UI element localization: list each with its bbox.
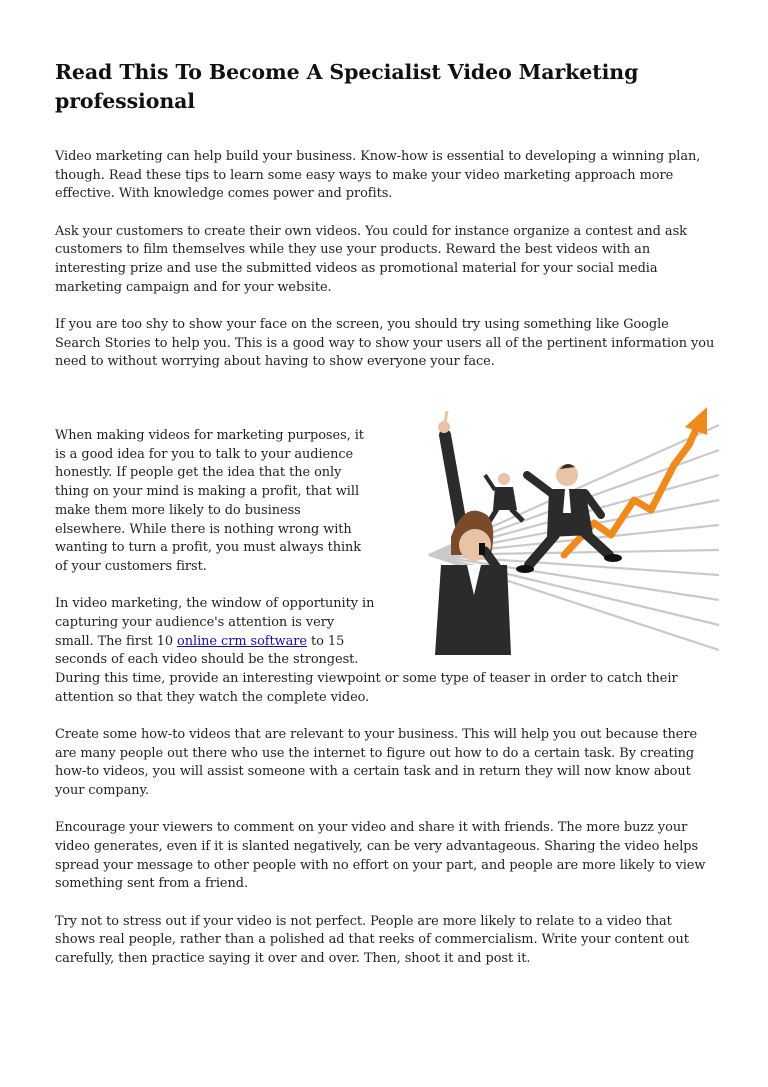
paragraph-7: Encourage your viewers to comment on your video and share it with friends. The more buzz your video generates, even if it is slanted negatively, can be very advantageous. Sharing the video helps spread your message to other people with no effort on your part, and people are more likely to view something sent from a friend. xyxy=(55,820,706,892)
paragraph-4: When making videos for marketing purposes, it is a good idea for you to talk to your audience honestly. If people get the idea that the only thing on your mind is making a profit, that will make them more likely to do business elsewhere. While there is nothing wrong with wanting to turn a profit, you must always think of your customers first. xyxy=(55,428,364,574)
businesswoman-figure xyxy=(435,411,511,655)
paragraph-5-text-after: to 15 seconds of each video should be the strongest. During this time, provide an interesting viewpoint or some type of teaser in order to catch their attention so that they watch the complete video. xyxy=(55,633,678,705)
paragraph-8: Try not to stress out if your video is not perfect. People are more likely to relate to a video that shows real people, rather than a polished ad that reeks of commercialism. Write your content out carefully, then practice saying it over and over. Then, shoot it and post it. xyxy=(55,913,689,966)
paragraph-2: Ask your customers to create their own videos. You could for instance organize a contest and ask customers to film themselves while they use your products. Reward the best videos with an interesting prize and use the submitted videos as promotional material for your social media marketing campaign and for your website. xyxy=(55,223,687,295)
paragraph-1: Video marketing can help build your business. Know-how is essential to developing a winning plan, though. Read these tips to learn some easy ways to make your video marketing approach more effective. With knowledge comes power and profits. xyxy=(55,149,701,202)
article-title: Read This To Become A Specialist Video Marketing professional xyxy=(55,60,639,113)
paragraph-5-text-before: In video marketing, the window of opportunity in capturing your audience's attention is very small. The first 10 xyxy=(55,596,375,649)
paragraph-6: Create some how-to videos that are relevant to your business. This will help you out because there are many people out there who use the internet to figure out how to do a certain task. By creating how-to videos, you will assist someone with a certain task and in return they will now know about your company. xyxy=(55,726,698,798)
illustration-svg xyxy=(389,405,727,667)
online-crm-software-link[interactable]: online crm software xyxy=(177,633,307,649)
article xyxy=(55,58,715,969)
paragraph-3: If you are too shy to show your face on the screen, you should try using something like Google Search Stories to help you. This is a good way to show your users all of the pertinent information you need to without worrying about having to show everyone your face. xyxy=(55,316,715,370)
jumping-man-small xyxy=(485,473,523,525)
business-success-illustration xyxy=(389,405,727,667)
